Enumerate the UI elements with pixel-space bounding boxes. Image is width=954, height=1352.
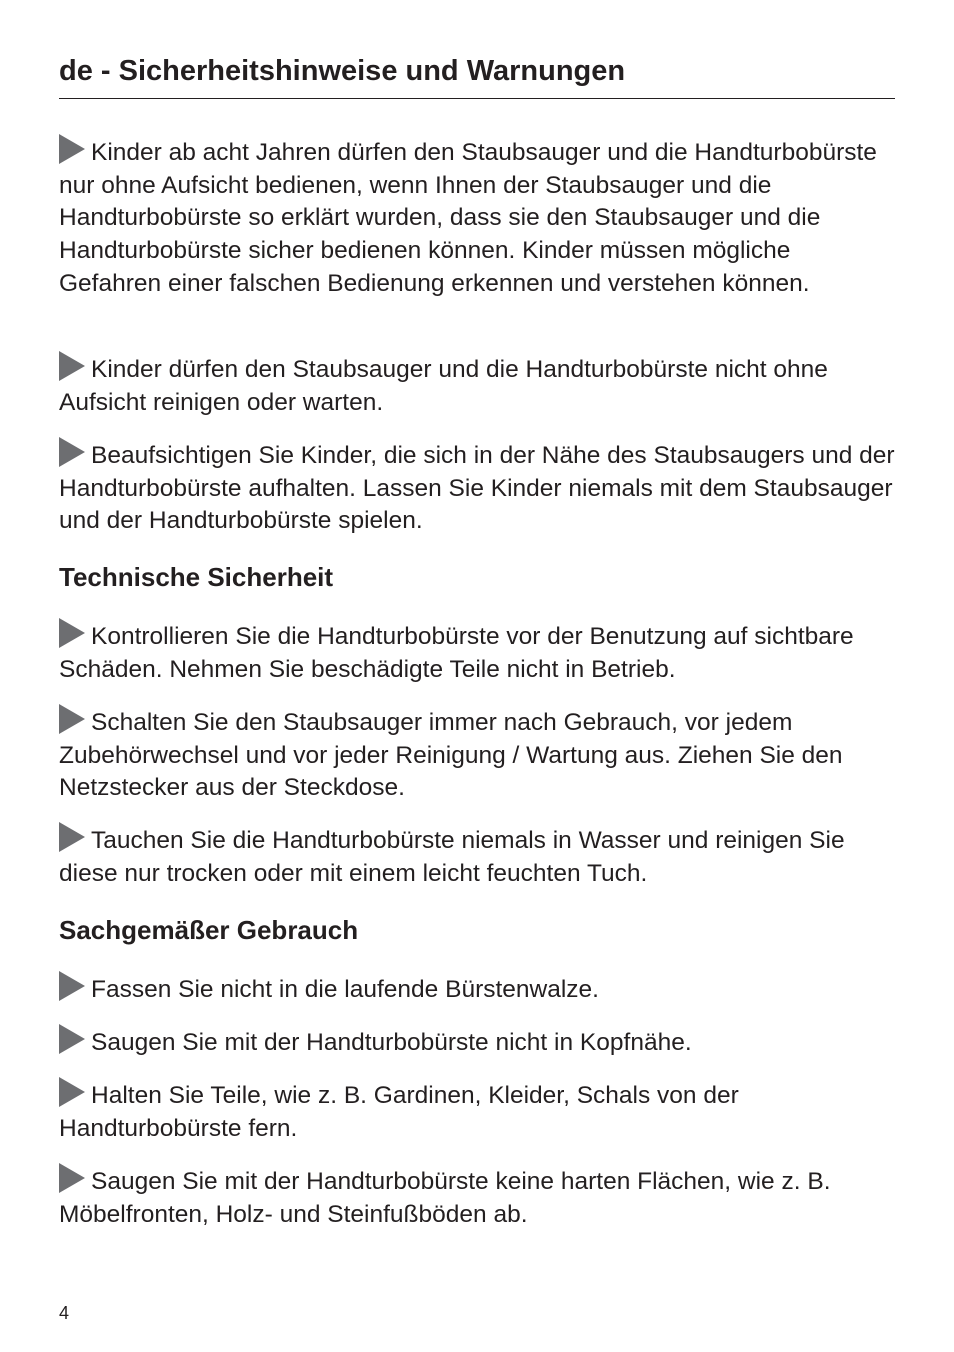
triangle-right-icon [59,134,85,164]
list-item [59,437,895,538]
warning-text: Beaufsichtigen Sie Kinder, die sich in der Nähe des Staubsaugers und der Handturbobürste aufhalten. Lassen Sie Kinder niemals mit dem Staubsauger und der Handturbobürste spielen. [59,442,895,535]
warning-text: Kontrollieren Sie die Handturbobürste vor der Benutzung auf sichtbare Schäden. Nehmen Sie beschädigte Teile nicht in Betrieb. [59,623,854,683]
list-item [59,1163,895,1231]
triangle-right-icon [59,437,85,467]
section-heading [59,561,895,593]
page-header [59,50,895,99]
triangle-right-icon [59,1163,85,1193]
page-title: de - Sicherheitshinweise und Warnungen [59,55,626,87]
warning-text: Saugen Sie mit der Handturbobürste nicht in Kopfnähe. [91,1029,692,1056]
triangle-right-icon [59,351,85,381]
warning-text: Saugen Sie mit der Handturbobürste keine harten Flächen, wie z. B. Möbelfronten, Holz- und Steinfußböden ab. [59,1168,831,1228]
triangle-right-icon [59,1077,85,1107]
list-item [59,618,895,686]
list-item [59,971,895,1007]
triangle-right-icon [59,971,85,1001]
warning-text: Kinder ab acht Jahren dürfen den Staubsauger und die Handturbobürste nur ohne Aufsicht bedienen, wenn Ihnen der Staubsauger und die Handturbobürste so erklärt wurden, dass sie den Staubsauger und die Handturbobürste sicher bedienen können. Kinder müssen mögliche Gefahren einer falschen Bedienung erkennen und verstehen können. [59,139,877,297]
section-heading [59,914,895,946]
list-item [59,351,895,419]
warning-text: Fassen Sie nicht in die laufende Bürstenwalze. [91,976,599,1003]
warning-text: Tauchen Sie die Handturbobürste niemals in Wasser und reinigen Sie diese nur trocken oder mit einem leicht feuchten Tuch. [59,827,845,887]
warning-text: Kinder dürfen den Staubsauger und die Handturbobürste nicht ohne Aufsicht reinigen oder warten. [59,356,828,416]
list-item [59,704,895,805]
page-number: 4 [59,1303,70,1323]
list-item [59,134,895,301]
list-item [59,1024,895,1060]
triangle-right-icon [59,704,85,734]
warning-text: Schalten Sie den Staubsauger immer nach Gebrauch, vor jedem Zubehörwechsel und vor jeder Reinigung / Wartung aus. Ziehen Sie den Netzstecker aus der Steckdose. [59,709,843,802]
list-item [59,822,895,890]
triangle-right-icon [59,1024,85,1054]
warning-text: Halten Sie Teile, wie z. B. Gardinen, Kleider, Schals von der Handturbobürste fern. [59,1082,739,1142]
list-item [59,1077,895,1145]
section-heading-proper-use: Sachgemäßer Gebrauch [59,915,359,945]
triangle-right-icon [59,822,85,852]
section-heading-technical-safety: Technische Sicherheit [59,562,334,592]
triangle-right-icon [59,618,85,648]
